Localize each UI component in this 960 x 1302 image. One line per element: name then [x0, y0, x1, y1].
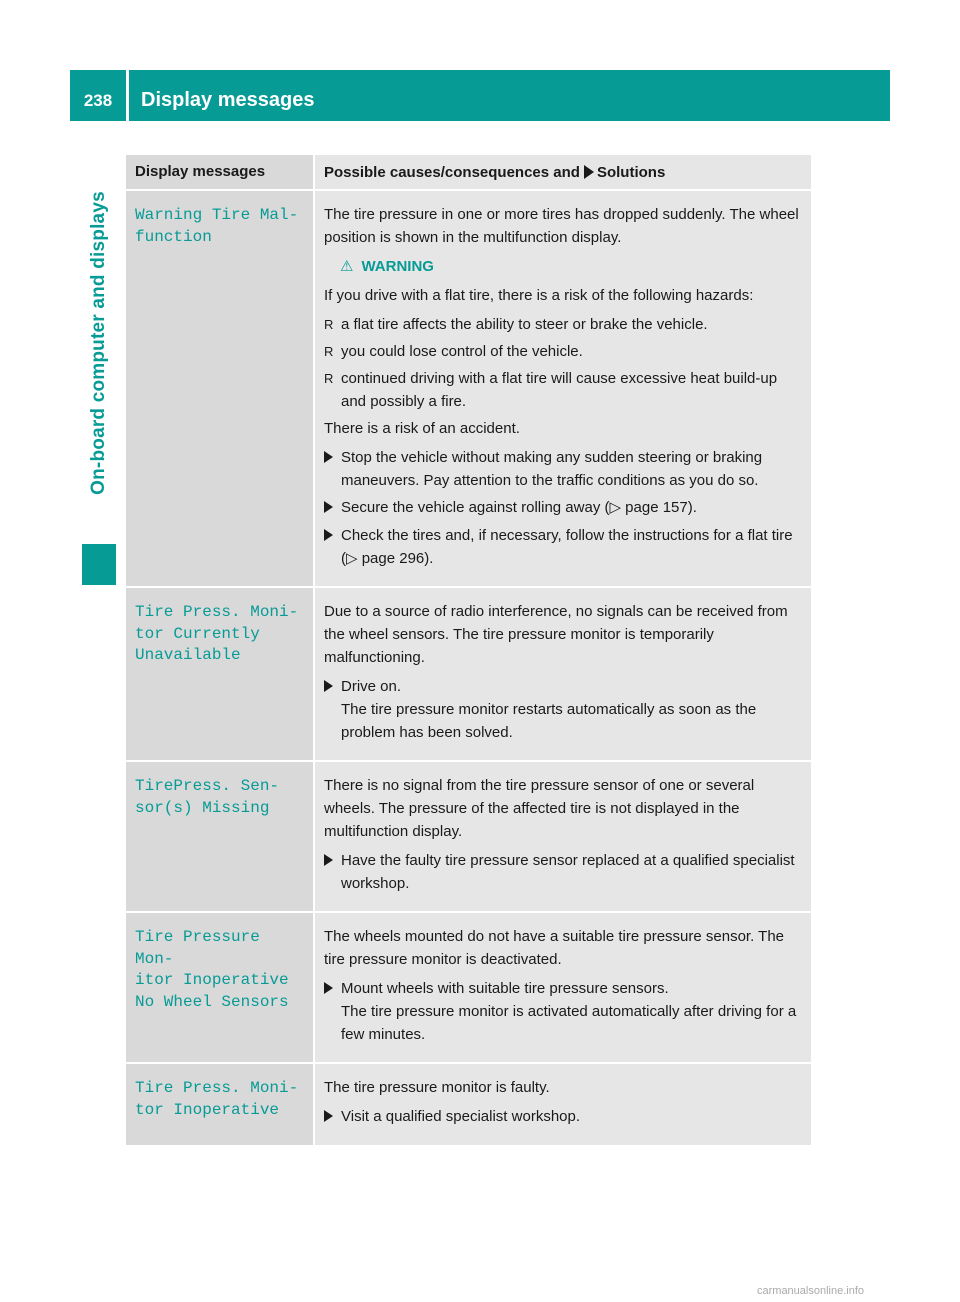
- table-row: [126, 191, 811, 586]
- bullet-text: continued driving with a flat tire will cause excessive heat build-up and possibly a fire.: [341, 370, 778, 410]
- cause-text: Due to a source of radio interference, no signals can be received from the wheel sensors. The tire pressure monitor is temporarily malfunctioning.: [324, 603, 788, 666]
- cause-text: The tire pressure monitor is faulty.: [324, 1079, 550, 1096]
- display-message-text: Warning Tire Mal‐ function: [135, 206, 299, 246]
- section-marker-block: [82, 544, 116, 585]
- bullet-text: a flat tire affects the ability to steer or brake the vehicle.: [341, 316, 708, 333]
- bullet-text: you could lose control of the vehicle.: [341, 343, 583, 360]
- table-row: [126, 588, 811, 760]
- action-item: [324, 1105, 803, 1129]
- action-text: Drive on.: [341, 678, 402, 695]
- cause-text: The tire pressure in one or more tires has dropped suddenly. The wheel position is shown in the multifunction display.: [324, 206, 799, 246]
- action-item: [324, 446, 803, 492]
- action-text: Secure the vehicle against rolling away (▷ page 157).: [341, 499, 697, 516]
- action-item: [324, 849, 803, 895]
- action-item: [324, 496, 803, 520]
- solution-cell: [315, 1064, 811, 1145]
- bullet-icon: R: [324, 317, 334, 332]
- action-arrow-icon: [324, 680, 333, 692]
- column-header-solutions: [315, 155, 811, 189]
- action-text: Check the tires and, if necessary, follow the instructions for a flat tire (▷ page 296).: [341, 527, 793, 567]
- table-row: [126, 762, 811, 911]
- list-item: [324, 340, 803, 363]
- warning-label: WARNING: [361, 258, 434, 275]
- action-arrow-icon: [324, 529, 333, 541]
- table-header-row: [126, 155, 811, 189]
- action-text: Stop the vehicle without making any sudden steering or braking maneuvers. Pay attention to the traffic conditions as you do so.: [341, 449, 763, 489]
- risk-text: There is a risk of an accident.: [324, 420, 520, 437]
- display-message-cell: [126, 913, 313, 1062]
- action-text: Mount wheels with suitable tire pressure sensors.: [341, 980, 669, 997]
- page-title: Display messages: [129, 70, 890, 121]
- display-message-text: Tire Pressure Mon‐ itor Inoperative No Wheel Sensors: [135, 928, 289, 1011]
- bullet-icon: R: [324, 371, 334, 386]
- section-side-label-text: On-board computer and displays: [88, 190, 109, 495]
- table-row: [126, 913, 811, 1062]
- display-message-cell: [126, 762, 313, 911]
- column-header-causes-text: Possible causes/consequences and: [324, 164, 580, 181]
- solution-cell: [315, 191, 811, 586]
- action-arrow-icon: [324, 982, 333, 994]
- action-note: The tire pressure monitor is activated automatically after driving for a few minutes.: [341, 1003, 797, 1043]
- column-header-display-messages: Display messages: [126, 155, 313, 189]
- solution-cell: [315, 762, 811, 911]
- display-message-text: Tire Press. Moni‐ tor Inoperative: [135, 1079, 299, 1119]
- table-row: [126, 1064, 811, 1145]
- cause-text: The wheels mounted do not have a suitable tire pressure sensor. The tire pressure monitor is deactivated.: [324, 928, 784, 968]
- display-message-text: Tire Press. Moni‐ tor Currently Unavailable: [135, 603, 299, 664]
- display-message-cell: [126, 191, 313, 586]
- list-item: [324, 367, 803, 413]
- action-item: [324, 524, 803, 570]
- list-item: [324, 313, 803, 336]
- solution-cell: [315, 588, 811, 760]
- action-arrow-icon: [324, 451, 333, 463]
- hazard-intro-text: If you drive with a flat tire, there is a risk of the following hazards:: [324, 287, 754, 304]
- action-text: Have the faulty tire pressure sensor replaced at a qualified specialist workshop.: [341, 852, 795, 892]
- bullet-icon: R: [324, 344, 334, 359]
- action-arrow-icon: [324, 854, 333, 866]
- action-item: [324, 675, 803, 744]
- warning-heading: [324, 255, 803, 278]
- action-note: The tire pressure monitor restarts automatically as soon as the problem has been solved.: [341, 701, 757, 741]
- cause-text: There is no signal from the tire pressure sensor of one or several wheels. The pressure of the affected tire is not displayed in the multifunction display.: [324, 777, 755, 840]
- solution-cell: [315, 913, 811, 1062]
- column-header-solutions-text: Solutions: [596, 164, 666, 181]
- display-message-cell: [126, 1064, 313, 1145]
- action-text: Visit a qualified specialist workshop.: [341, 1108, 581, 1125]
- display-messages-table: [126, 155, 811, 1145]
- warning-triangle-icon: ⚠: [340, 258, 354, 275]
- watermark: carmanualsonline.info: [757, 1285, 865, 1297]
- action-item: [324, 977, 803, 1046]
- display-message-text: TirePress. Sen‐ sor(s) Missing: [135, 777, 280, 817]
- action-arrow-icon: [324, 1110, 333, 1122]
- section-side-label: [82, 155, 116, 530]
- page-number: 238: [70, 70, 126, 121]
- display-message-cell: [126, 588, 313, 760]
- action-arrow-icon: [584, 165, 594, 179]
- action-arrow-icon: [324, 501, 333, 513]
